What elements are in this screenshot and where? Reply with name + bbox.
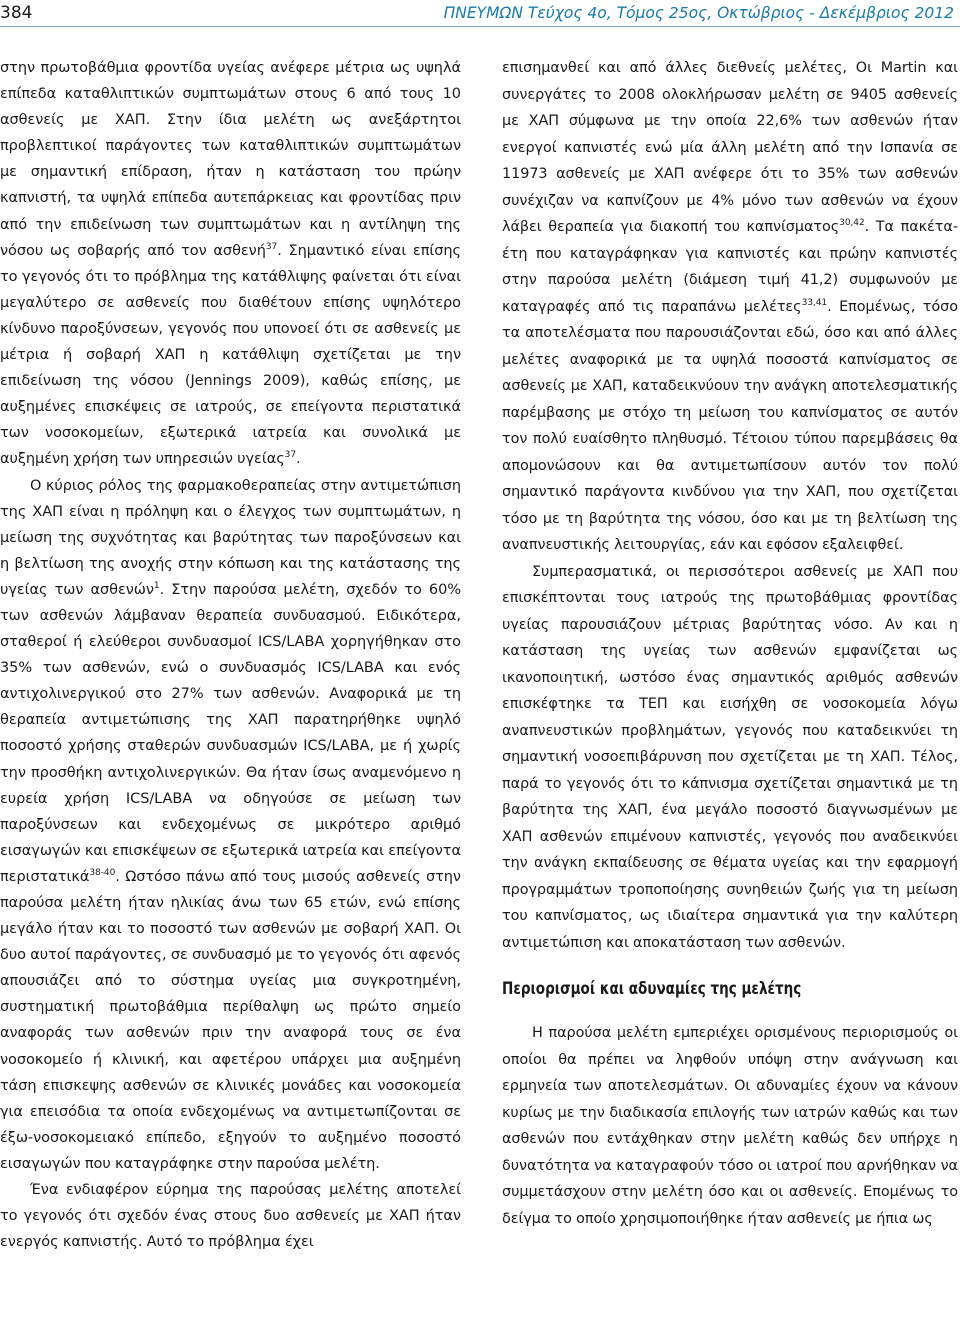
left-column [0, 55, 461, 1255]
citation-ref: 33,41 [801, 297, 828, 308]
paragraph: Ο κύριος ρόλος της φαρμακοθεραπείας στην αντιμετώπιση της ΧΑΠ είναι η πρόληψη και ο έλεγχος των συμπτωμάτων, η μείωση της συχνότητας και βαρύτητας των παροξύνσεων και η βελτίωση της ανοχής στην κόπωση και της κατάστασης της υγείας των ασθενών$^1$. Στην παρούσα μελέτη, σχεδόν το 60% των ασθενών λάμβαναν θεραπεία συνδυασμού. Ειδικότερα, σταθεροί ή ελεύθεροι συνδυασμοί ICS/LABA χορηγήθηκαν στο 35% των ασθενών, ενώ ο συνδυασμός ICS/LABA και ενός αντιχολινεργικού στο 27% των ασθενών. Αναφορικά με τη θεραπεία αντιμετώπισης της ΧΑΠ παρατηρήθηκε υψηλό ποσοστό χρήσης σταθερών συνδυασμών ICS/LABA, με ή χωρίς την προσθήκη αντιχολινεργικών. Θα ήταν ίσως αναμενόμενο η ευρεία χρήση ICS/LABA να οδηγούσε σε μείωση των παροξύνσεων και ενδεχομένως σε μικρότερο αριθμό εισαγωγών και επισκέψεων σε εξωτερικά ιατρεία και επείγοντα περιστατικά$^{38-40}$. Ωστόσο πάνω από τους μισούς ασθενείς στην παρούσα μελέτη ήταν ηλικίας άνω των 65 ετών, ενώ επίσης μεγάλο ήταν και το ποσοστό των ασθενών με σοβαρή ΧΑΠ. Οι δυο αυτοί παράγοντες, σε συνδυασμό με το γεγονός ότι αφενός απουσιάζει από το σύστημα υγείας μια συγκροτημένη, συστηματική πρωτοβάθμια περίθαλψη ως πρώτο σημείο αναφοράς των ασθενών πριν την αναφορά τους σε ένα νοσοκομείο ή κλινική, και αφετέρου υπάρχει μια αυξημένη τάση επισκεψης ασθενών σε κλινικές μονάδες και νοσοκομεία για επεισόδια τα οποία ενδεχομένως να αντιμετωπίζονται σε έξω-νοσοκομειακό επίπεδο, εξηγούν το αυξημένο ποσοστό εισαγωγών που καταγράφηκε στην παρούσα μελέτη. [0, 477, 461, 1172]
citation-ref: 37 [265, 241, 278, 252]
section-heading: Περιορισμοί και αδυναμίες της μελέτης [502, 979, 802, 998]
paragraph: Η παρούσα μελέτη εμπεριέχει ορισμένους περιορισμούς οι οποίοι θα πρέπει να ληφθούν υπόψη στην ανάγνωση και ερμηνεία των αποτελεσμάτων. Οι αδυναμίες έχουν να κάνουν κυρίως με την διαδικασία επιλογής των ιατρών καθώς και των ασθενών που εντάχθηκαν στην μελέτη καθώς δεν υπήρχε η δυνατότητα να καταγραφούν τόσο οι ιατροί που αρνήθηκαν να συμμετάσχουν στην μελέτη όσο και οι ασθενείς. Επομένως το δείγμα το οποίο χρησιμοποιήθηκε ήταν ασθενείς με ήπια ως [502, 1025, 958, 1227]
paragraph: Ένα ενδιαφέρον εύρημα της παρούσας μελέτης αποτελεί το γεγονός ότι σχεδόν ένας στους δυο ασθενείς με ΧΑΠ ήταν ενεργός καπνιστής. Αυτό το πρόβλημα έχει [0, 1182, 461, 1251]
paragraph: στην πρωτοβάθμια φροντίδα υγείας ανέφερε μέτρια ως υψηλά επίπεδα καταθλιπτικών συμπτωμάτων στους 6 από τους 10 ασθενείς με ΧΑΠ. Στην ίδια μελέτη ως ανεξάρτητοι προβλεπτικοί παράγοντες των καταθλιπτικών συμπτωμάτων με σημαντική επίδραση, ήταν η κατάσταση του πρώην καπνιστή, τα υψηλά επίπεδα αυτεπάρκειας και φροντίδας πριν από την επιδείνωση των συμπτωμάτων και η αντίληψη της νόσου ως σοβαρής από τον ασθενή$^{37}$. Σημαντικό είναι επίσης το γεγονός ότι το πρόβλημα της κατάθλιψης φαίνεται ότι είναι μεγαλύτερο σε ασθενείς που διαθέτουν επίσης υψηλότερο κίνδυνο παροξύνσεων, γεγονός που υπονοεί ότι σε ασθενείς με μέτρια ή σοβαρή ΧΑΠ η κατάθλιψη σχετίζεται με την επιδείνωση της νόσου (Jennings 2009), καθώς επίσης, με αυξημένες επισκέψεις σε ιατρούς, σε επείγοντα περιστατικά των νοσοκομείων, εξωτερικά ιατρεία και συνολικά με αυξημένη χρήση των υπηρεσιών υγείας$^{37}$. [0, 60, 461, 468]
citation-ref: 1 [153, 580, 160, 591]
journal-running-head: ΠΝΕΥΜΩΝ Τεύχος 4ο, Τόμος 25ος, Οκτώβριος - Δεκέμβριος 2012 [443, 4, 954, 22]
citation-ref: 38-40 [89, 867, 116, 878]
right-column [502, 55, 958, 1232]
header-rule [0, 26, 960, 27]
page-header [0, 0, 960, 34]
paragraph: επισημανθεί και από άλλες διεθνείς μελέτες, Οι Martin και συνεργάτες το 2008 ολοκλήρωσαν μελέτη σε 9405 ασθενείς με ΧΑΠ σύμφωνα με την οποία 22,6% των ασθενών ήταν ενεργοί καπνιστές ενώ μία άλλη μελέτη από την Ισπανία σε 11973 ασθενείς με ΧΑΠ ανέφερε ότι το 35% των ασθενών συνέχιζαν να καπνίζουν με 4% μόνο των ασθενών να έχουν λάβει θεραπεία για διακοπή του καπνίσματος$^{30,42}$. Τα πακέτα-έτη που καταγράφηκαν για καπνιστές και πρώην καπνιστές στην παρούσα μελέτη (διάμεση τιμή 41,2) συμφωνούν με καταγραφές από τις παραπάνω μελέτες$^{33,41}$. Επομένως, τόσο τα αποτελέσματα που παρουσιάζονται εδώ, όσο και από άλλες μελέτες αναφορικά με τα υψηλά ποσοστά καπνίσματος σε ασθενείς με ΧΑΠ, καταδεικνύουν την ανάγκη αποτελεσματικής παρέμβασης με στόχο τη μείωση του καπνίσματος σε αυτόν τον πολύ ευαίσθητο πληθυσμό. Τέτοιου τύπου παρεμβάσεις θα απομονώσουν και θα αντιμετωπίσουν αυτόν τον πολύ σημαντικό παράγοντα κινδύνου για την ΧΑΠ, που σχετίζεται τόσο με τη βαρύτητα της νόσου, όσο και με τη βελτίωση της αναπνευστικής λειτουργίας, εάν και εφόσον εξαλειφθεί. [502, 60, 958, 553]
citation-ref: 37 [284, 450, 297, 461]
citation-ref: 30,42 [839, 218, 865, 228]
page-number: 384 [0, 3, 33, 23]
paragraph: Συμπερασματικά, οι περισσότεροι ασθενείς με ΧΑΠ που επισκέπτονται τους ιατρούς της πρωτοβάθμιας φροντίδας υγείας παρουσιάζουν μέτριας βαρύτητας νόσο. Αν και η κατάσταση της υγείας των ασθενών εμφανίζεται ως ικανοποιητική, ωστόσο ένας σημαντικός αριθμός ασθενών επισκέφτηκε τα ΤΕΠ και εισήχθη σε νοσοκομεία λόγω αναπνευστικών προβλημάτων, γεγονός που καταδεικνύει τη σημαντική νοσοεπιβάρυνση που σχετίζεται με τη ΧΑΠ. Τέλος, παρά το γεγονός ότι το κάπνισμα σχετίζεται σημαντικά με τη βαρύτητα της ΧΑΠ, ένα μεγάλο ποσοστό διαγνωσμένων με ΧΑΠ ασθενών επιμένουν καπνιστές, γεγονός που αναδεικνύει την ανάγκη εκπαίδευσης σε θέματα υγείας και την εφαρμογή προγραμμάτων τροποποίησης συνηθειών ζωής για τη μείωση του καπνίσματος, ως ιδιαίτερα σημαντικά για την καλύτερη αντιμετώπιση και αποκατάσταση των ασθενών. [502, 563, 958, 951]
